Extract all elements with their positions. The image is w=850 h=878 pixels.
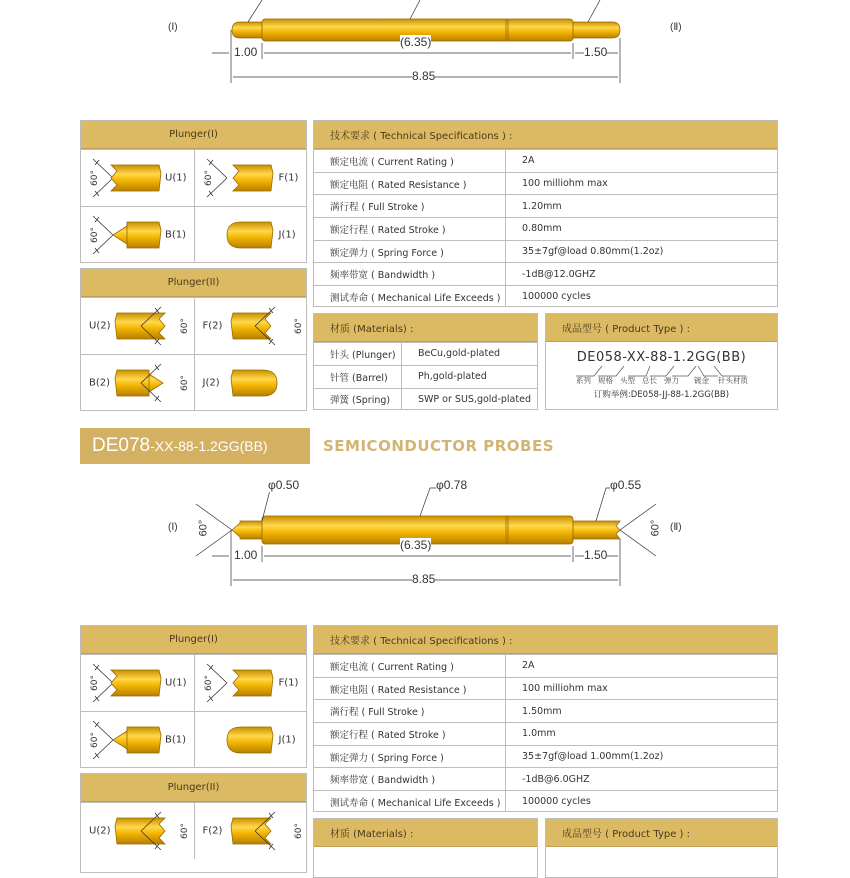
plunger-i-table (80, 120, 307, 263)
row-value: 1.20mm (522, 200, 562, 212)
row-value: 1.0mm (522, 728, 556, 740)
angle-left: 60° (197, 519, 210, 537)
table-header: 材质 (Materials) : (314, 314, 537, 342)
end-label-ii: (Ⅱ) (670, 522, 682, 533)
table-row (314, 388, 537, 410)
row-value: 100000 cycles (522, 291, 591, 303)
category-title: SEMICONDUCTOR PROBES (323, 437, 555, 455)
plunger-tip-round-icon (223, 207, 277, 263)
row-label: 额定弹力 ( Spring Force ) (314, 241, 506, 263)
row-value: 2A (522, 660, 535, 672)
table-row (314, 699, 777, 722)
legend-label: 弹力 (664, 376, 679, 385)
table-header: 技术要求 ( Technical Specifications ) : (314, 121, 777, 149)
plunger-ii-table (80, 773, 307, 873)
product-type-table (545, 818, 778, 878)
plunger-code: B(1) (165, 734, 187, 746)
plunger-option (194, 802, 307, 859)
row-label: 额定行程 ( Rated Stroke ) (314, 218, 506, 240)
plunger-option (194, 711, 307, 768)
dim-total: 8.85 (412, 572, 436, 586)
legend-label: 镀金 (694, 376, 709, 385)
plunger-code: U(1) (165, 677, 187, 689)
dim-barrel: (6.35) (400, 538, 432, 552)
table-header: 成品型号 ( Product Type ) : (546, 314, 777, 342)
table-row (314, 365, 537, 388)
row-label: 弹簧 (Spring) (314, 389, 402, 410)
table-row (314, 654, 777, 677)
plunger-tip-crown-icon (109, 150, 163, 206)
model-main: DE078 (92, 435, 151, 456)
angle-label: 60° (203, 170, 214, 186)
table-header: 技术要求 ( Technical Specifications ) : (314, 626, 777, 654)
angle-label: 60° (179, 318, 190, 334)
row-label: 测试寿命 ( Mechanical Life Exceeds ) (314, 791, 506, 812)
table-header: 成品型号 ( Product Type ) : (546, 819, 777, 847)
end-label-ii: (Ⅱ) (670, 22, 682, 33)
legend-label: 针头材质 (718, 376, 748, 385)
plunger-option (194, 654, 307, 711)
table-header: Plunger(II) (81, 774, 306, 802)
row-label: 额定电流 ( Current Rating ) (314, 150, 506, 172)
angle-label: 60° (89, 675, 100, 691)
table-row (314, 745, 777, 768)
row-value: Ph,gold-plated (418, 371, 487, 383)
legend-label: 总长 (642, 376, 657, 385)
dim-barrel: (6.35) (400, 35, 432, 49)
row-value: 0.80mm (522, 223, 562, 235)
legend-label: 系列 (576, 376, 591, 385)
table-row (314, 149, 777, 172)
end-label-i: (Ⅰ) (168, 522, 178, 533)
angle-label: 60° (203, 675, 214, 691)
plunger-option (81, 206, 194, 263)
dia-barrel: φ0.78 (436, 478, 468, 492)
plunger-code: U(2) (89, 825, 111, 837)
plunger-option (194, 206, 307, 263)
table-header: 材质 (Materials) : (314, 819, 537, 847)
end-label-i: (Ⅰ) (168, 22, 178, 33)
row-value: BeCu,gold-plated (418, 348, 501, 360)
plunger-option (81, 711, 194, 768)
row-label: 额定弹力 ( Spring Force ) (314, 746, 506, 768)
plunger-option (81, 297, 194, 354)
table-header: Plunger(I) (81, 121, 306, 149)
plunger-code: F(2) (202, 320, 223, 332)
materials-table (313, 818, 538, 878)
table-row (314, 342, 537, 365)
plunger-option (194, 297, 307, 354)
row-value: 100 milliohm max (522, 683, 608, 695)
row-value: 2A (522, 155, 535, 167)
table-row (314, 677, 777, 700)
row-value: 35±7gf@load 0.80mm(1.2oz) (522, 246, 664, 258)
dim-plunger-i: 1.00 (234, 45, 258, 59)
table-row (314, 722, 777, 745)
row-value: SWP or SUS,gold-plated (418, 393, 531, 405)
plunger-tip-point-icon (109, 207, 163, 263)
angle-label: 60° (179, 375, 190, 391)
row-value: 100000 cycles (522, 796, 591, 808)
plunger-option (81, 802, 194, 859)
table-row (314, 172, 777, 195)
product-type-table (545, 313, 778, 410)
angle-label: 60° (179, 823, 190, 839)
row-value: 100 milliohm max (522, 178, 608, 190)
plunger-code: U(2) (89, 320, 111, 332)
plunger-code: F(2) (202, 825, 223, 837)
plunger-tip-crown-short-icon (223, 655, 277, 711)
legend-label: 头型 (620, 376, 635, 385)
plunger-code: B(1) (165, 229, 187, 241)
table-row (314, 262, 777, 285)
plunger-code: B(2) (89, 377, 111, 389)
table-row (314, 790, 777, 812)
probe-drawing (0, 0, 850, 130)
angle-label: 60° (293, 318, 304, 334)
plunger-tip-point-icon (109, 712, 163, 768)
legend-label: 规格 (598, 376, 613, 385)
plunger-option (81, 354, 194, 411)
row-label: 频率带宽 ( Bandwidth ) (314, 263, 506, 285)
dim-plunger-ii: 1.50 (584, 548, 608, 562)
row-value: 35±7gf@load 1.00mm(1.2oz) (522, 751, 664, 763)
row-label: 额定电阻 ( Rated Resistance ) (314, 173, 506, 195)
row-label: 测试寿命 ( Mechanical Life Exceeds ) (314, 286, 506, 307)
table-row (314, 285, 777, 307)
plunger-code: F(1) (278, 172, 299, 184)
technical-specifications-table (313, 120, 778, 307)
plunger-tip-crown-icon (109, 655, 163, 711)
plunger-ii-table (80, 268, 307, 411)
angle-label: 60° (293, 823, 304, 839)
plunger-code: J(2) (202, 377, 220, 389)
row-value: -1dB@6.0GHZ (522, 773, 590, 785)
table-row (314, 217, 777, 240)
product-model: DE058-XX-88-1.2GG(BB) (576, 350, 747, 365)
row-label: 频率带宽 ( Bandwidth ) (314, 768, 506, 790)
angle-label: 60° (89, 227, 100, 243)
plunger-tip-round-icon (227, 355, 281, 411)
row-label: 额定电流 ( Current Rating ) (314, 655, 506, 677)
plunger-option (81, 654, 194, 711)
row-label: 额定电阻 ( Rated Resistance ) (314, 678, 506, 700)
dim-plunger-i: 1.00 (234, 548, 258, 562)
plunger-option (194, 354, 307, 411)
row-label: 满行程 ( Full Stroke ) (314, 195, 506, 217)
table-row (314, 767, 777, 790)
plunger-code: J(1) (278, 229, 296, 241)
table-header: Plunger(I) (81, 626, 306, 654)
table-header: Plunger(II) (81, 269, 306, 297)
plunger-tip-crown-short-icon (223, 150, 277, 206)
order-example: 订购举例:DE058-JJ-88-1.2GG(BB) (593, 390, 730, 400)
dim-plunger-ii: 1.50 (584, 45, 608, 59)
plunger-option (194, 149, 307, 206)
row-label: 针头 (Plunger) (314, 343, 402, 365)
row-value: -1dB@12.0GHZ (522, 268, 596, 280)
plunger-code: U(1) (165, 172, 187, 184)
plunger-option (81, 149, 194, 206)
table-row (314, 194, 777, 217)
row-label: 针管 (Barrel) (314, 366, 402, 388)
model-banner (80, 428, 310, 464)
angle-label: 60° (89, 170, 100, 186)
table-row (314, 240, 777, 263)
model-rest: -XX-88-1.2GG(BB) (150, 438, 268, 454)
plunger-i-table (80, 625, 307, 768)
row-value: 1.50mm (522, 705, 562, 717)
materials-table (313, 313, 538, 410)
row-label: 额定行程 ( Rated Stroke ) (314, 723, 506, 745)
dia-plunger-i: φ0.50 (268, 478, 300, 492)
technical-specifications-table (313, 625, 778, 812)
angle-right: 60° (649, 519, 662, 537)
plunger-tip-round-icon (223, 712, 277, 768)
angle-label: 60° (89, 732, 100, 748)
dia-plunger-ii: φ0.55 (610, 478, 642, 492)
dim-total: 8.85 (412, 69, 436, 83)
row-label: 满行程 ( Full Stroke ) (314, 700, 506, 722)
plunger-code: F(1) (278, 677, 299, 689)
plunger-code: J(1) (278, 734, 296, 746)
